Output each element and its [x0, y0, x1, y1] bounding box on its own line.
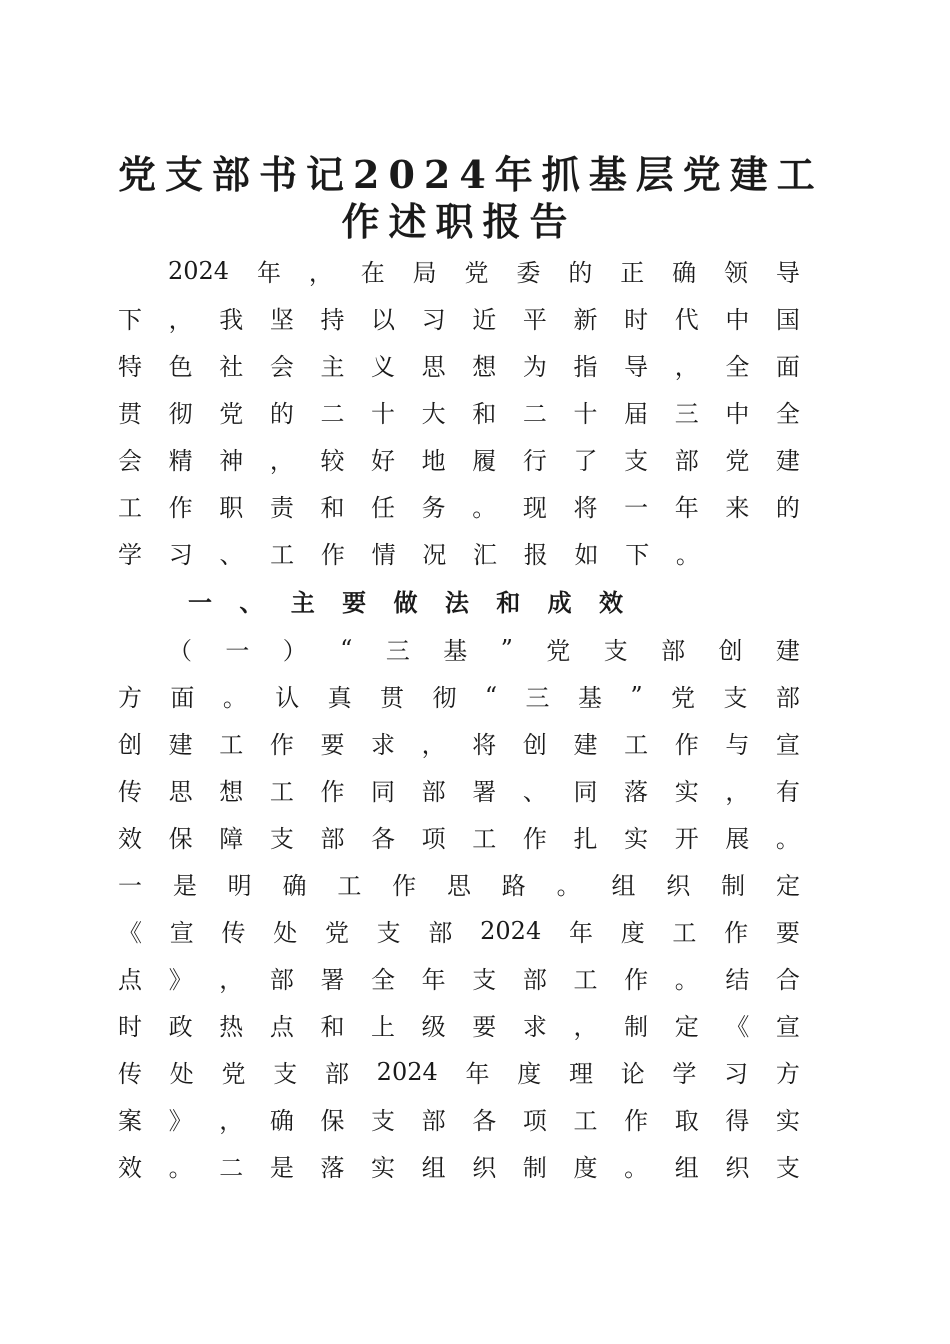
body-char: 年 — [256, 259, 281, 287]
body-char: 署 — [472, 778, 497, 806]
body-line — [118, 907, 800, 954]
body-char: 责 — [269, 494, 294, 522]
body-char: 度 — [517, 1060, 542, 1088]
body-char: 处 — [169, 1060, 194, 1088]
body-char: 工 — [624, 731, 649, 759]
body-char: 建 — [775, 637, 800, 665]
body-char: 工 — [269, 778, 294, 806]
body-char: 二 — [522, 400, 547, 428]
body-char: 中 — [725, 306, 750, 334]
body-char: 况 — [422, 541, 447, 569]
body-char: 党 — [546, 637, 571, 665]
body-char: 要 — [775, 919, 800, 947]
body-char: 代 — [674, 306, 699, 334]
body-char: 宣 — [775, 731, 800, 759]
body-char: 2024 — [376, 1057, 438, 1086]
body-char: 支 — [273, 1060, 298, 1088]
body-char: 行 — [522, 447, 547, 475]
body-line — [118, 672, 800, 719]
body-char: 工 — [672, 919, 697, 947]
body-char: 部 — [324, 1060, 349, 1088]
body-char: 思 — [168, 778, 193, 806]
body-char: 的 — [775, 494, 800, 522]
body-char: 下 — [118, 306, 142, 334]
body-char: 项 — [522, 1107, 547, 1135]
body-char: 年 — [421, 966, 446, 994]
body-char: 论 — [620, 1060, 645, 1088]
body-char: 障 — [219, 825, 244, 853]
body-line — [118, 388, 800, 435]
body-char: 导 — [775, 259, 800, 287]
body-char: 神 — [219, 447, 244, 475]
body-char: ， — [421, 731, 446, 759]
body-char: 项 — [421, 825, 446, 853]
body-char: 。 — [775, 825, 800, 853]
body-char: 三 — [674, 400, 699, 428]
body-char: 《 — [725, 1013, 750, 1041]
body-char: 全 — [725, 353, 750, 381]
body-char: 一 — [118, 872, 142, 900]
body-char: 求 — [522, 1013, 547, 1041]
body-char: 组 — [421, 1154, 446, 1182]
body-char: 扎 — [573, 825, 598, 853]
body-char: 创 — [522, 731, 547, 759]
body-char: 大 — [421, 400, 446, 428]
body-line — [118, 860, 800, 907]
subsection-heading-line — [168, 625, 800, 672]
body-char: 习 — [724, 1060, 749, 1088]
body-char: 精 — [168, 447, 193, 475]
body-char: 部 — [661, 637, 686, 665]
body-char: 。 — [556, 872, 581, 900]
body-char: ， — [269, 447, 294, 475]
body-char: 宣 — [775, 1013, 800, 1041]
body-char: 工 — [573, 1107, 598, 1135]
body-char: 和 — [320, 494, 345, 522]
body-char: 近 — [472, 306, 497, 334]
body-char: 组 — [611, 872, 636, 900]
body-char: 习 — [168, 541, 193, 569]
body-char: 工 — [219, 731, 244, 759]
body-char: 实 — [674, 778, 699, 806]
body-char: 。 — [472, 494, 497, 522]
body-char: 色 — [168, 353, 193, 381]
body-line — [118, 1142, 800, 1189]
body-char: 作 — [320, 541, 345, 569]
body-char: 全 — [775, 400, 800, 428]
body-char: 十 — [371, 400, 396, 428]
body-char: 取 — [674, 1107, 699, 1135]
body-char: 二 — [219, 1154, 244, 1182]
body-char: 部 — [428, 919, 453, 947]
body-char: 情 — [371, 541, 396, 569]
body-char: 建 — [573, 731, 598, 759]
body-char: 二 — [320, 400, 345, 428]
body-char: 、 — [239, 589, 264, 617]
document-title-line-2: 作述职报告 — [341, 199, 577, 244]
body-char: 十 — [573, 400, 598, 428]
body-char: 落 — [320, 1154, 345, 1182]
body-char: 成 — [547, 589, 572, 617]
body-char: 制 — [721, 872, 746, 900]
body-char: 和 — [320, 1013, 345, 1041]
body-char: 地 — [421, 447, 446, 475]
body-char: ， — [219, 1107, 244, 1135]
body-char: 部 — [421, 1107, 446, 1135]
body-char: ， — [168, 306, 193, 334]
body-char: “ — [340, 634, 353, 663]
body-char: 党 — [464, 259, 489, 287]
body-char: 将 — [573, 494, 598, 522]
body-char: 以 — [371, 306, 396, 334]
body-char: 。 — [674, 966, 699, 994]
body-char: 热 — [219, 1013, 244, 1041]
body-char: 支 — [775, 1154, 800, 1182]
body-char: 传 — [221, 919, 246, 947]
body-char: 较 — [320, 447, 345, 475]
body-char: 度 — [620, 919, 645, 947]
body-char: 是 — [172, 872, 197, 900]
body-line — [118, 1001, 800, 1048]
body-char: “ — [484, 681, 498, 710]
body-char: 度 — [573, 1154, 598, 1182]
body-char: 主 — [290, 589, 315, 617]
body-char: 年 — [674, 494, 699, 522]
body-char: 一 — [225, 637, 250, 665]
body-char: 织 — [472, 1154, 497, 1182]
body-char: 有 — [775, 778, 800, 806]
body-line — [118, 954, 800, 1001]
body-char: 案 — [118, 1107, 142, 1135]
body-char: 织 — [725, 1154, 750, 1182]
body-char: 法 — [444, 589, 469, 617]
body-char: 时 — [624, 306, 649, 334]
section-heading — [188, 577, 623, 624]
body-char: 作 — [724, 919, 749, 947]
body-char: 确 — [282, 872, 307, 900]
body-line — [118, 435, 800, 482]
body-char: 同 — [371, 778, 396, 806]
body-char: 来 — [725, 494, 750, 522]
body-char: 特 — [118, 353, 142, 381]
body-char: 作 — [522, 825, 547, 853]
body-char: 工 — [270, 541, 295, 569]
body-char: 展 — [725, 825, 750, 853]
body-char: 部 — [674, 447, 699, 475]
body-char: 一 — [188, 589, 212, 617]
body-char: 各 — [472, 1107, 497, 1135]
body-char: 建 — [168, 731, 193, 759]
body-char: 习 — [421, 306, 446, 334]
body-char: 思 — [421, 353, 446, 381]
body-char: 会 — [269, 353, 294, 381]
body-char: 部 — [775, 684, 800, 712]
body-char: 党 — [221, 1060, 246, 1088]
body-char: 作 — [674, 731, 699, 759]
body-line — [118, 529, 700, 576]
body-line — [168, 247, 800, 294]
body-char: 合 — [775, 966, 800, 994]
body-char: 彻 — [168, 400, 193, 428]
body-char: 新 — [573, 306, 598, 334]
body-char: 时 — [118, 1013, 142, 1041]
body-line — [118, 341, 800, 388]
body-char: 履 — [472, 447, 497, 475]
body-char: 署 — [320, 966, 345, 994]
body-char: 平 — [522, 306, 547, 334]
body-char: 指 — [573, 353, 598, 381]
body-char: 彻 — [432, 684, 457, 712]
body-char: 传 — [118, 1060, 142, 1088]
body-char: 作 — [269, 731, 294, 759]
body-char: 方 — [775, 1060, 800, 1088]
body-char: 和 — [496, 589, 521, 617]
body-char: 制 — [522, 1154, 547, 1182]
body-char: ， — [308, 259, 333, 287]
body-char: 为 — [522, 353, 547, 381]
body-line — [118, 813, 800, 860]
body-char: 效 — [599, 589, 623, 617]
body-char: 工 — [472, 825, 497, 853]
body-char: 下 — [625, 541, 650, 569]
body-char: 作 — [320, 778, 345, 806]
body-char: ， — [725, 778, 750, 806]
body-char: （ — [168, 637, 192, 665]
body-char: 部 — [421, 778, 446, 806]
body-char: 在 — [360, 259, 385, 287]
body-char: ， — [219, 966, 244, 994]
body-char: 支 — [624, 447, 649, 475]
body-char: 组 — [674, 1154, 699, 1182]
body-char: 是 — [269, 1154, 294, 1182]
body-char: 工 — [118, 494, 142, 522]
body-char: 务 — [421, 494, 446, 522]
body-char: 开 — [674, 825, 699, 853]
body-char: 》 — [168, 1107, 193, 1135]
body-char: ， — [674, 353, 699, 381]
body-char: 领 — [723, 259, 748, 287]
body-char: 得 — [725, 1107, 750, 1135]
body-char: 三 — [525, 684, 550, 712]
body-char: 织 — [666, 872, 691, 900]
body-char: 各 — [371, 825, 396, 853]
body-char: 》 — [168, 966, 193, 994]
body-char: 如 — [574, 541, 599, 569]
body-char: 和 — [472, 400, 497, 428]
body-char: 国 — [775, 306, 800, 334]
body-char: 真 — [327, 684, 352, 712]
body-char: 与 — [725, 731, 750, 759]
body-char: 会 — [118, 447, 142, 475]
body-char: 党 — [725, 447, 750, 475]
body-char: 理 — [568, 1060, 593, 1088]
body-char: 义 — [371, 353, 396, 381]
body-char: 明 — [227, 872, 252, 900]
body-char: 委 — [516, 259, 541, 287]
body-char: 。 — [168, 1154, 193, 1182]
body-char: 坚 — [269, 306, 294, 334]
body-char: 路 — [501, 872, 526, 900]
body-char: 点 — [118, 966, 142, 994]
body-char: 保 — [320, 1107, 345, 1135]
body-char: 认 — [275, 684, 300, 712]
body-char: 将 — [472, 731, 497, 759]
body-char: 宣 — [169, 919, 194, 947]
body-char: 年 — [465, 1060, 490, 1088]
body-char: 要 — [342, 589, 367, 617]
body-char: 持 — [320, 306, 345, 334]
body-char: 局 — [412, 259, 437, 287]
body-char: 党 — [324, 919, 349, 947]
body-char: 部 — [320, 825, 345, 853]
body-line — [118, 482, 800, 529]
body-char: 制 — [624, 1013, 649, 1041]
body-char: 建 — [775, 447, 800, 475]
body-char: 三 — [385, 637, 410, 665]
body-char: 定 — [775, 872, 800, 900]
body-char: 点 — [269, 1013, 294, 1041]
body-char: 2024 — [168, 256, 230, 285]
body-char: 年 — [568, 919, 593, 947]
body-char: 想 — [472, 353, 497, 381]
body-char: 保 — [168, 825, 193, 853]
body-char: 。 — [222, 684, 247, 712]
body-char: 同 — [573, 778, 598, 806]
body-char: 。 — [675, 541, 700, 569]
body-char: 方 — [118, 684, 142, 712]
body-char: 导 — [624, 353, 649, 381]
body-char: 实 — [624, 825, 649, 853]
body-line — [118, 1048, 800, 1095]
body-char: 支 — [472, 966, 497, 994]
body-char: 政 — [168, 1013, 193, 1041]
body-char: 面 — [775, 353, 800, 381]
body-char: 创 — [718, 637, 743, 665]
document-title-line-1: 党支部书记2024年抓基层党建工 — [118, 152, 824, 197]
body-char: 支 — [723, 684, 748, 712]
body-char: 实 — [371, 1154, 396, 1182]
body-char: 做 — [393, 589, 418, 617]
body-char: 报 — [523, 541, 548, 569]
body-line — [118, 766, 800, 813]
body-char: 作 — [624, 966, 649, 994]
body-line — [118, 719, 800, 766]
body-char: ） — [282, 637, 307, 665]
body-char: 上 — [371, 1013, 396, 1041]
body-char: 贯 — [118, 400, 142, 428]
body-char: 的 — [568, 259, 593, 287]
body-char: 要 — [320, 731, 345, 759]
body-char: 了 — [573, 447, 598, 475]
body-line — [118, 294, 800, 341]
body-char: 工 — [337, 872, 362, 900]
body-char: 传 — [118, 778, 142, 806]
body-char: ， — [573, 1013, 598, 1041]
body-char: 基 — [577, 684, 602, 712]
body-char: 支 — [603, 637, 628, 665]
body-char: 支 — [269, 825, 294, 853]
body-char: 工 — [573, 966, 598, 994]
body-char: 主 — [320, 353, 345, 381]
body-char: 正 — [620, 259, 645, 287]
body-char: 面 — [170, 684, 195, 712]
body-char: 、 — [522, 778, 547, 806]
body-char: 创 — [118, 731, 142, 759]
body-char: 的 — [269, 400, 294, 428]
body-char: 求 — [371, 731, 396, 759]
body-char: 支 — [376, 919, 401, 947]
body-char: 届 — [624, 400, 649, 428]
body-char: 处 — [273, 919, 298, 947]
body-char: 结 — [725, 966, 750, 994]
body-char: 思 — [446, 872, 471, 900]
body-char: 部 — [269, 966, 294, 994]
body-char: 现 — [522, 494, 547, 522]
body-char: 我 — [219, 306, 244, 334]
body-char: 全 — [371, 966, 396, 994]
body-char: 落 — [624, 778, 649, 806]
body-char: 职 — [219, 494, 244, 522]
body-char: 效 — [118, 1154, 142, 1182]
body-char: 部 — [522, 966, 547, 994]
body-char: 学 — [118, 541, 142, 569]
body-char: 。 — [624, 1154, 649, 1182]
body-char: 党 — [219, 400, 244, 428]
body-char: 任 — [371, 494, 396, 522]
body-char: 一 — [624, 494, 649, 522]
body-char: 2024 — [480, 916, 542, 945]
body-char: 作 — [392, 872, 417, 900]
body-char: 好 — [371, 447, 396, 475]
body-char: 、 — [219, 541, 244, 569]
body-char: 定 — [674, 1013, 699, 1041]
body-char: 实 — [775, 1107, 800, 1135]
body-char: 社 — [219, 353, 244, 381]
body-char: ” — [630, 681, 643, 710]
body-char: 确 — [269, 1107, 294, 1135]
body-char: 基 — [443, 637, 468, 665]
body-char: 《 — [118, 919, 142, 947]
body-char: 作 — [624, 1107, 649, 1135]
body-char: 学 — [672, 1060, 697, 1088]
body-char: ” — [500, 634, 513, 663]
body-char: 党 — [671, 684, 696, 712]
body-char: 级 — [421, 1013, 446, 1041]
body-char: 支 — [371, 1107, 396, 1135]
body-char: 作 — [168, 494, 193, 522]
body-char: 确 — [672, 259, 697, 287]
body-char: 想 — [219, 778, 244, 806]
body-char: 要 — [472, 1013, 497, 1041]
body-char: 效 — [118, 825, 142, 853]
body-char: 汇 — [473, 541, 498, 569]
body-line — [118, 1095, 800, 1142]
body-char: 贯 — [380, 684, 405, 712]
body-char: 中 — [725, 400, 750, 428]
